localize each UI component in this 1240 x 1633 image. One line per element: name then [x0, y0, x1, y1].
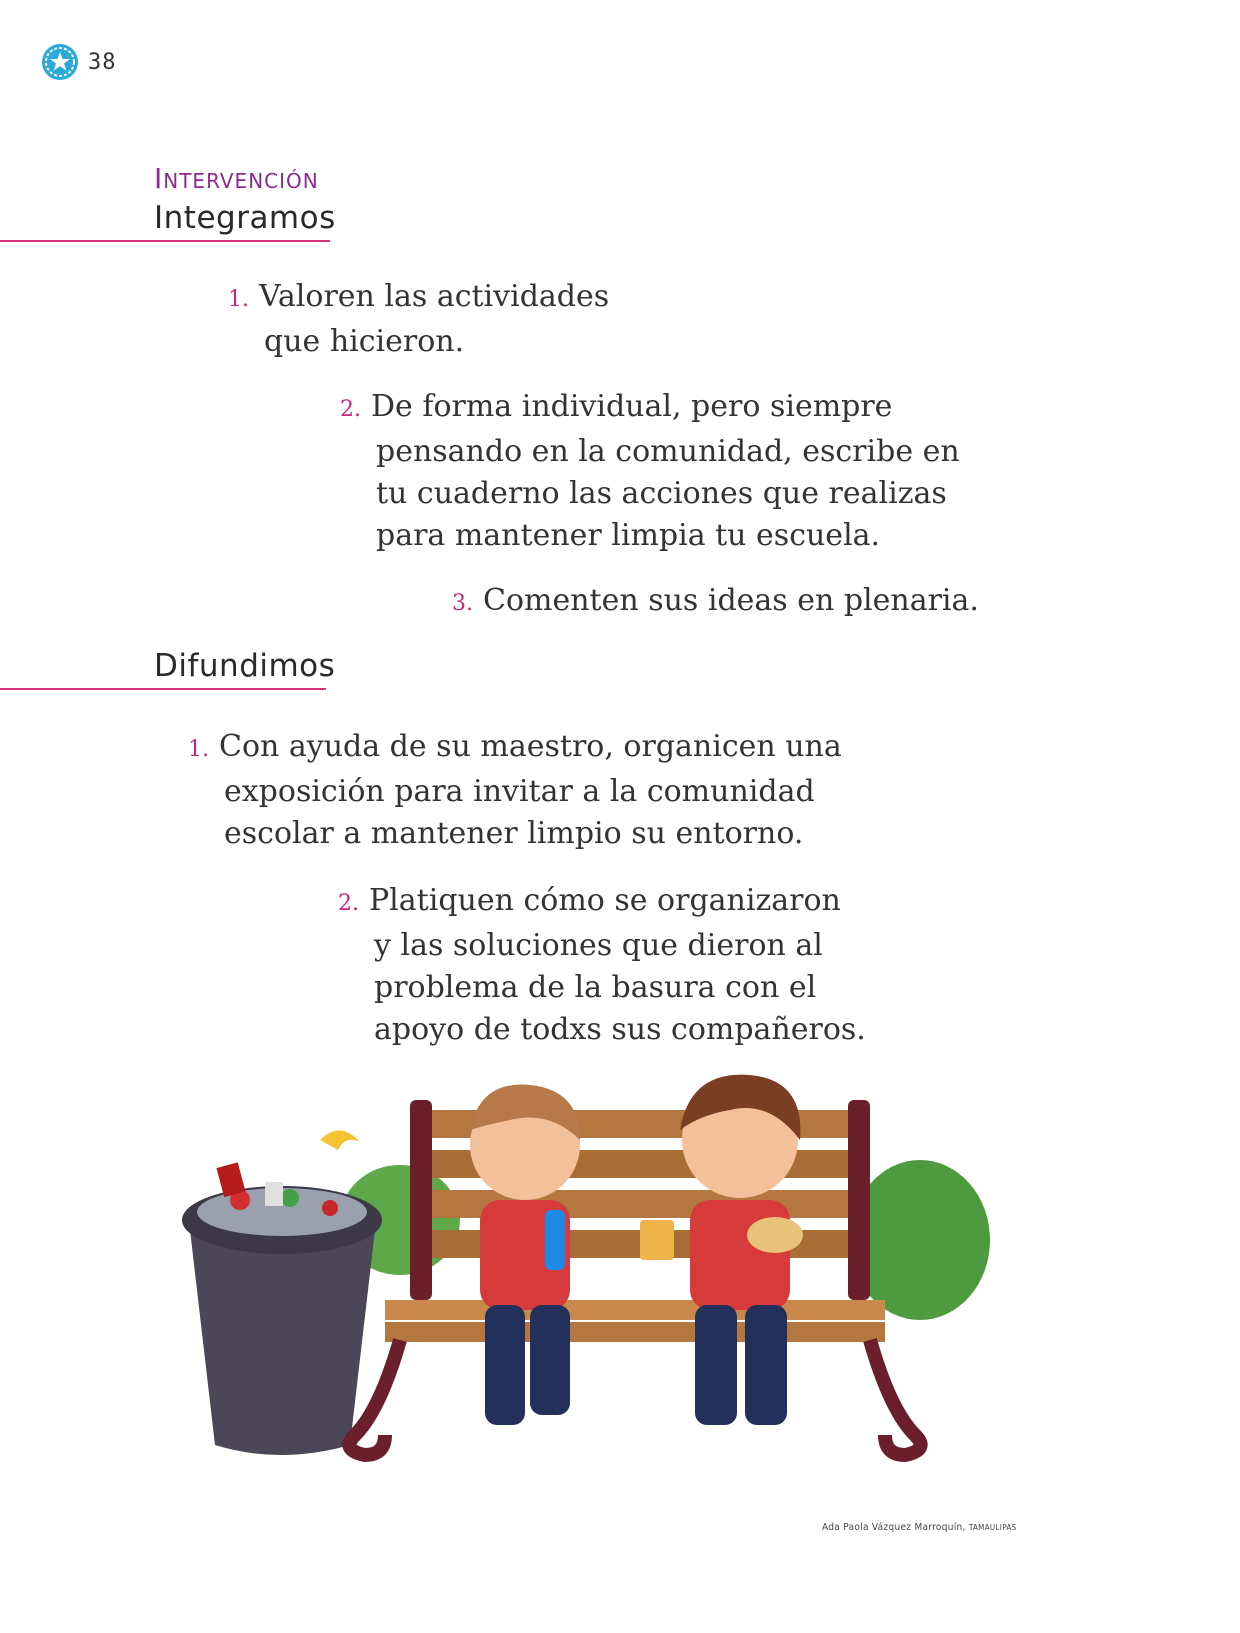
list-item [340, 386, 960, 557]
item-number: 2. [338, 891, 359, 916]
item-line: problema de la basura con el [374, 970, 817, 1005]
item-line: pensando en la comunidad, escribe en [376, 434, 960, 469]
page-number: 38 [88, 49, 117, 75]
item-line: Comenten sus ideas en plenaria. [483, 583, 979, 618]
item-line: Valoren las actividades [259, 279, 610, 314]
item-number: 1. [188, 737, 209, 762]
item-number: 1. [228, 287, 249, 312]
list-item [452, 580, 979, 625]
section-rule [0, 240, 330, 242]
item-line: escolar a mantener limpio su entorno. [224, 816, 804, 851]
section-title-integramos: Integramos [154, 200, 336, 236]
item-line: apoyo de todxs sus compañeros. [374, 1012, 866, 1047]
item-line: exposición para invitar a la comunidad [224, 774, 815, 809]
trash-can-icon [182, 1162, 382, 1455]
boy-left-icon [470, 1085, 580, 1425]
star-badge-icon [40, 42, 80, 82]
item-line: que hicieron. [264, 324, 465, 359]
list-item [338, 880, 866, 1051]
item-line: tu cuaderno las acciones que realizas [376, 476, 947, 511]
item-number: 3. [452, 591, 473, 616]
item-line: Platiquen cómo se organizaron [369, 883, 841, 918]
item-line: para mantener limpia tu escuela. [376, 518, 881, 553]
list-item [228, 276, 609, 363]
section-title-difundimos: Difundimos [154, 648, 336, 684]
item-line: Con ayuda de su maestro, organicen una [219, 729, 842, 764]
illustration-kids-on-bench [170, 1070, 1050, 1510]
bench-icon [349, 1100, 920, 1455]
banana-peel-icon [320, 1130, 360, 1150]
section-kicker: Intervención [154, 162, 319, 195]
list-item [188, 726, 842, 855]
credit-author: Ada Paola Vázquez Marroquín, [822, 1522, 966, 1533]
credit-state: TAMAULIPAS [968, 1523, 1017, 1532]
bush-right [850, 1160, 990, 1320]
page-badge [40, 42, 117, 82]
item-number: 2. [340, 397, 361, 422]
item-line: y las soluciones que dieron al [374, 928, 823, 963]
item-line: De forma individual, pero siempre [371, 389, 893, 424]
illustration-credit [822, 1522, 1016, 1533]
section-rule [0, 688, 326, 690]
